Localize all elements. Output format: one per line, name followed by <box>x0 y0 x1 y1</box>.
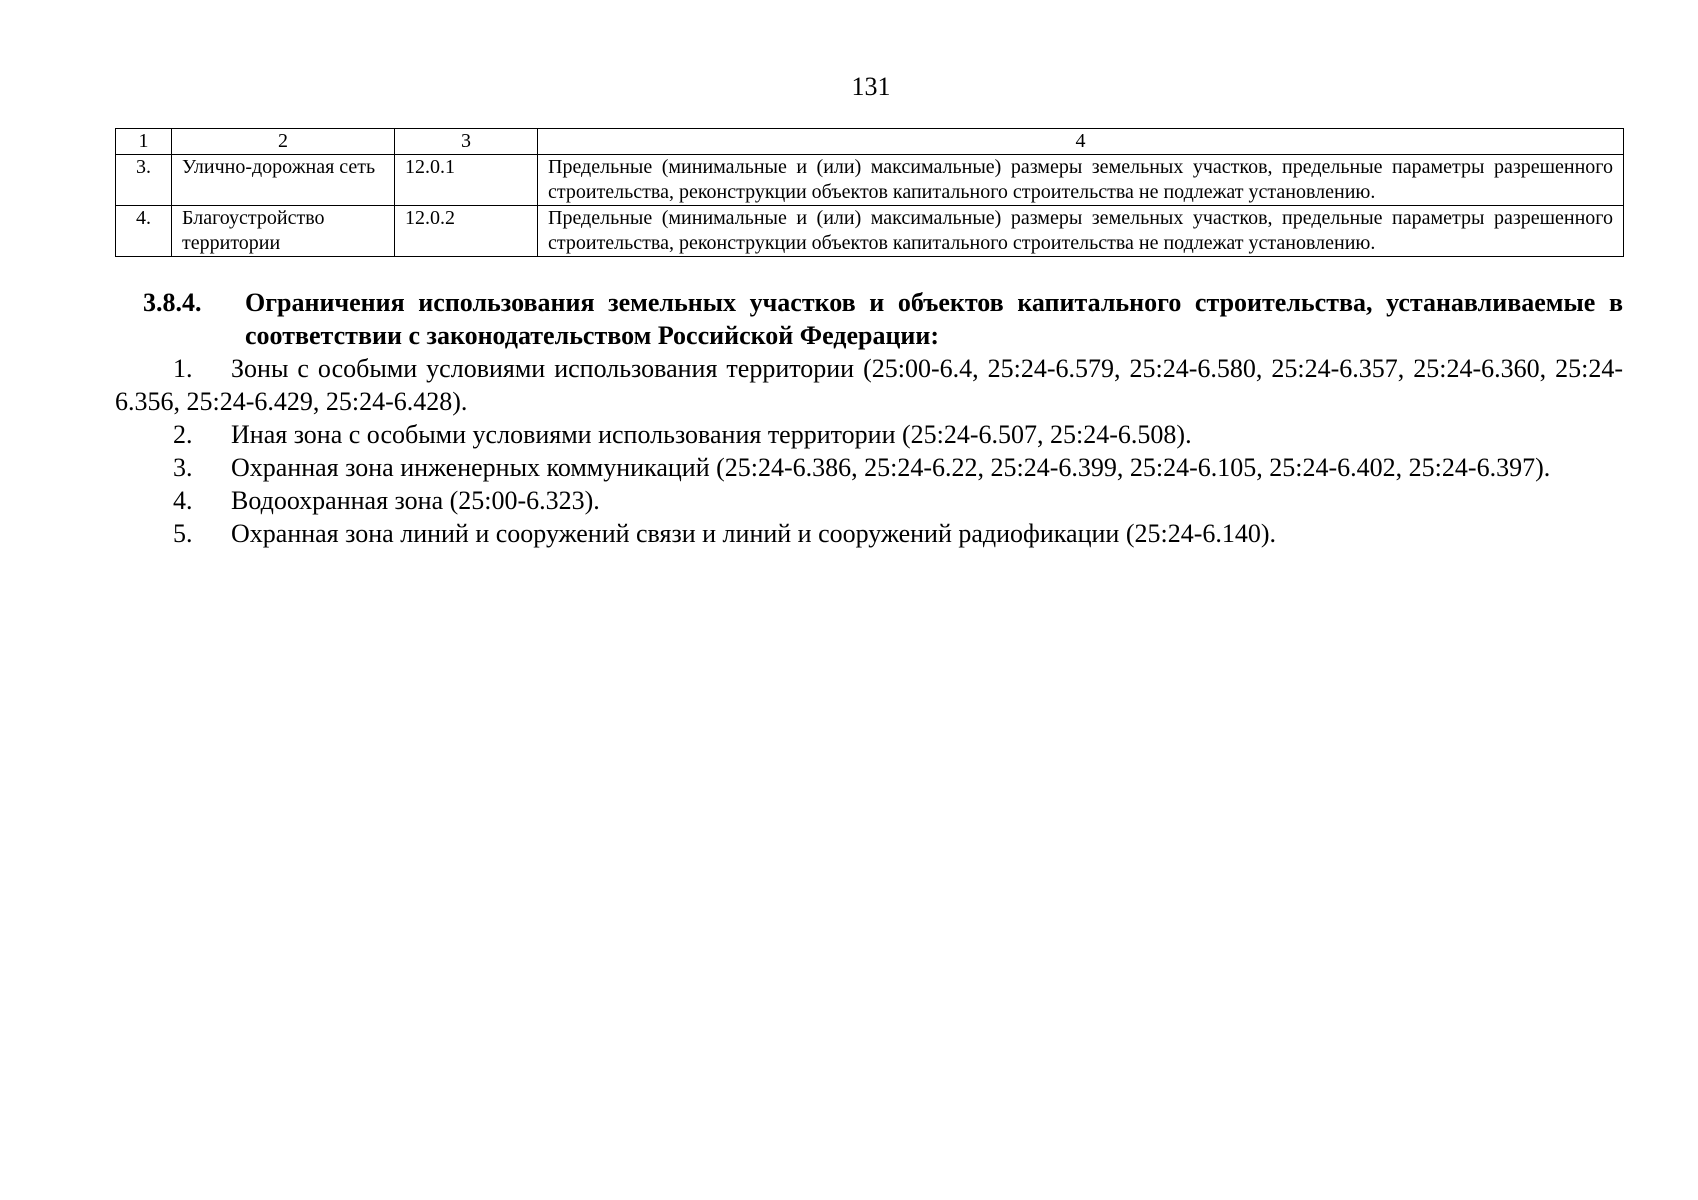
list-item-text: Охранная зона линий и сооружений связи и линий и сооружений радиофикации (25:24-6.140). <box>231 519 1277 548</box>
list-item-text: Водоохранная зона (25:00-6.323). <box>231 486 600 515</box>
land-use-code: 12.0.1 <box>395 155 538 206</box>
section-title: Ограничения использования земельных участков и объектов капитального строительства, устанавливаемые в соответствии с законодательством Российской Федерации: <box>245 288 1623 350</box>
land-use-params: Предельные (минимальные и (или) максимальные) размеры земельных участков, предельные параметры разрешенного строительства, реконструкции объектов капитального строительства не подлежат установлению. <box>538 206 1624 257</box>
land-use-code: 12.0.2 <box>395 206 538 257</box>
list-marker: 5. <box>173 519 193 548</box>
list-item <box>115 484 1623 517</box>
list-item <box>115 418 1623 451</box>
column-header-4: 4 <box>538 129 1624 155</box>
page-number: 131 <box>851 72 891 101</box>
list-item <box>115 517 1623 550</box>
list-marker: 1. <box>173 354 193 383</box>
table-row <box>116 155 1624 206</box>
list-item-text: Иная зона с особыми условиями использования территории (25:24-6.507, 25:24-6.508). <box>231 420 1192 449</box>
land-use-table <box>115 128 1624 257</box>
column-header-2: 2 <box>172 129 395 155</box>
list-item-text: Охранная зона инженерных коммуникаций (25:24-6.386, 25:24-6.22, 25:24-6.399, 25:24-6.105, 25:24-6.402, 25:24-6.397). <box>231 453 1551 482</box>
list-marker: 4. <box>173 486 193 515</box>
column-header-3: 3 <box>395 129 538 155</box>
table-header-row <box>116 129 1624 155</box>
list-item <box>115 352 1623 418</box>
land-use-name: Благоустройство территории <box>172 206 395 257</box>
row-number: 4. <box>116 206 172 257</box>
column-header-1: 1 <box>116 129 172 155</box>
land-use-params: Предельные (минимальные и (или) максимальные) размеры земельных участков, предельные параметры разрешенного строительства, реконструкции объектов капитального строительства не подлежат установлению. <box>538 155 1624 206</box>
section-restrictions <box>115 286 1623 550</box>
list-item-text: Зоны с особыми условиями использования территории (25:00-6.4, 25:24-6.579, 25:24-6.580, 25:24-6.357, 25:24-6.360, 25:24-6.356, 25:24-6.429, 25:24-6.428). <box>115 354 1623 416</box>
section-heading <box>115 286 1623 352</box>
section-number: 3.8.4. <box>143 288 202 317</box>
list-marker: 3. <box>173 453 193 482</box>
list-marker: 2. <box>173 420 193 449</box>
list-item <box>115 451 1623 484</box>
row-number: 3. <box>116 155 172 206</box>
land-use-name: Улично-дорожная сеть <box>172 155 395 206</box>
table-row <box>116 206 1624 257</box>
